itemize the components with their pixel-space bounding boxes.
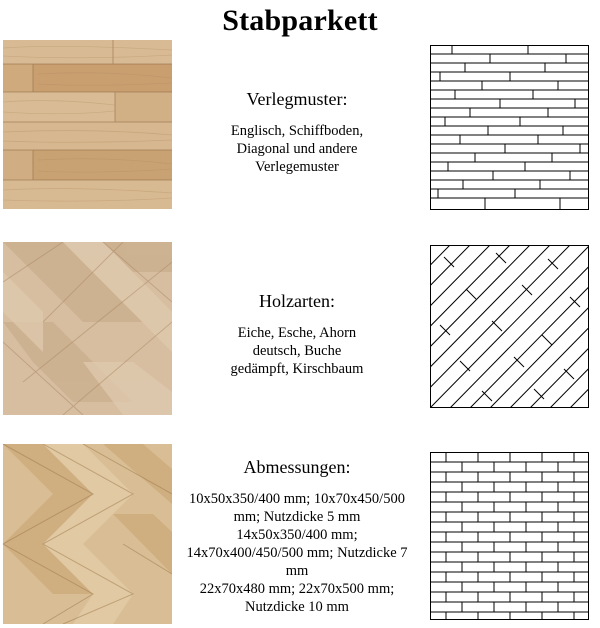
section-text-line: 10x50x350/400 mm; 10x70x450/500	[189, 491, 405, 507]
section-text-line: Englisch, Schiffboden,	[230, 123, 364, 139]
brick-pattern-drawing	[430, 452, 589, 620]
english-pattern-drawing	[430, 45, 589, 210]
section-text-line: gedämpft, Kirschbaum	[230, 361, 364, 377]
diagonal-pattern-drawing	[430, 245, 589, 408]
section-heading: Abmessungen:	[243, 457, 351, 477]
section-text-line: Verlegemuster	[255, 159, 339, 175]
section-text-line: 14x50x350/400 mm;	[236, 527, 358, 543]
wood-photo-english-pattern	[3, 40, 172, 209]
section-text-line: 14x70x400/450/500 mm; Nutzdicke 7	[186, 545, 408, 561]
page-title: Stabparkett	[222, 4, 378, 37]
section-text-line: deutsch, Buche	[252, 343, 342, 359]
section-dimensions	[172, 456, 422, 616]
section-text-line: Diagonal und andere	[236, 141, 358, 157]
section-laying-pattern	[172, 88, 422, 176]
section-text-line: mm	[285, 563, 309, 579]
section-text-line: Eiche, Esche, Ahorn	[237, 325, 357, 341]
section-wood-types	[172, 290, 422, 378]
wood-photo-diagonal-pattern	[3, 242, 172, 415]
section-text-line: 22x70x480 mm; 22x70x500 mm;	[199, 581, 395, 597]
section-heading: Verlegmuster:	[246, 89, 348, 109]
section-heading: Holzarten:	[259, 291, 335, 311]
section-text-line: Nutzdicke 10 mm	[245, 599, 349, 615]
section-text-line: mm; Nutzdicke 5 mm	[233, 509, 361, 525]
wood-photo-herringbone-pattern	[3, 444, 172, 624]
